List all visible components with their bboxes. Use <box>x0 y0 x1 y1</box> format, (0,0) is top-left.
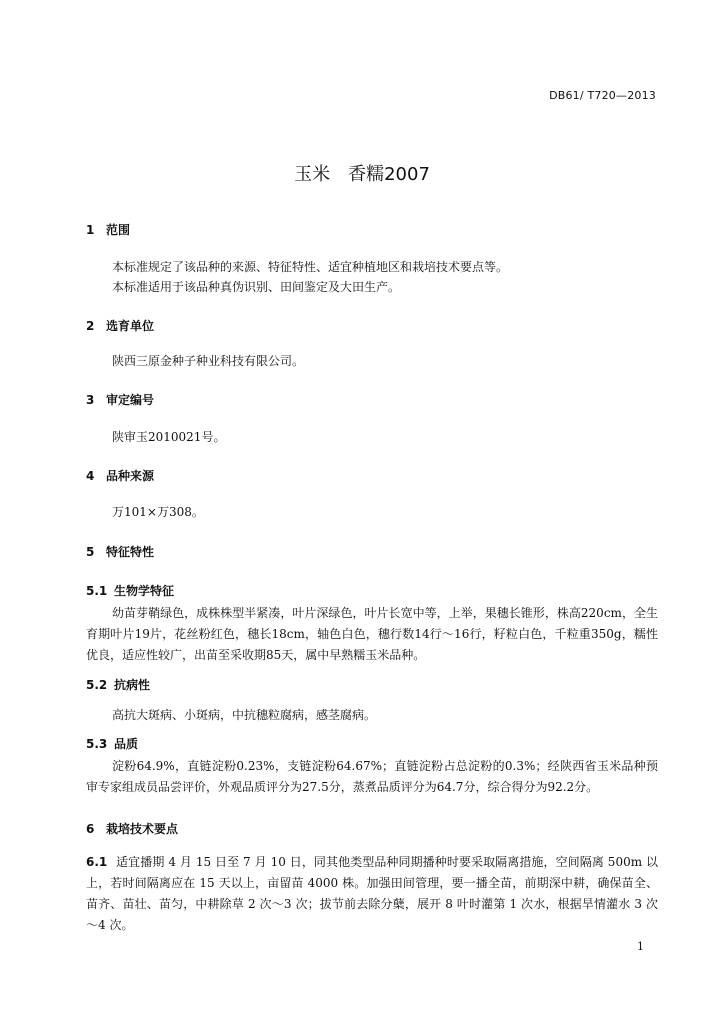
section-5-heading <box>86 543 154 560</box>
section-2-heading <box>86 317 154 334</box>
section-number: 5.3 <box>86 737 108 751</box>
section-6-heading <box>86 820 178 837</box>
section-5-1-text: 幼苗芽鞘绿色，成株株型半紧凑，叶片深绿色，叶片长宽中等，上举，果穗长锥形，株高220cm，全生育期叶片19片，花丝粉红色，穗长18cm，轴色白色，穗行数14行～16行，籽粒白色，千粒重350g，糯性优良，适应性较广，出苗至采收期85天，属中早熟糯玉米品种。 <box>86 606 658 662</box>
section-1-line-2: 本标准适用于该品种真伪识别、田间鉴定及大田生产。 <box>112 280 401 294</box>
section-title: 品质 <box>114 737 139 751</box>
section-number: 1 <box>86 223 95 237</box>
page-number: 1 <box>637 940 644 953</box>
section-6-1-text: 适宜播期 4 月 15 日至 7 月 10 日，同其他类型品种同期播种时要采取隔离措施，空间隔离 500m 以上，若时间隔离应在 15 天以上，亩留苗 4000 株。加强田间管理，要一播全苗，前期深中耕，确保苗全、苗齐、苗壮、苗匀，中耕除草 2 次～3 次；拔节前去除分蘖，展开 8 叶时灌第 1 次水，根据旱情灌水 3 次～4 次。 <box>86 855 658 932</box>
section-number: 6.1 <box>86 855 108 869</box>
section-number: 5.1 <box>86 584 108 598</box>
section-3-text: 陕审玉2010021号。 <box>112 430 226 444</box>
section-4-text: 万101×万308。 <box>112 505 204 519</box>
section-title: 特征特性 <box>106 545 155 559</box>
section-number: 3 <box>86 393 95 407</box>
section-4-heading <box>86 467 154 484</box>
section-number: 5.2 <box>86 678 108 692</box>
section-title: 栽培技术要点 <box>106 822 179 836</box>
section-title: 选育单位 <box>106 319 155 333</box>
section-title: 生物学特征 <box>114 584 175 598</box>
section-6-1-paragraph <box>86 852 658 936</box>
section-2-text: 陕西三原金种子种业科技有限公司。 <box>112 354 305 368</box>
section-5-2-heading <box>86 676 150 693</box>
section-title: 审定编号 <box>106 393 155 407</box>
section-1-heading <box>86 221 130 238</box>
document-code: DB61/ T720—2013 <box>549 89 656 102</box>
section-5-3-text: 淀粉64.9%，直链淀粉0.23%，支链淀粉64.67%；直链淀粉占总淀粉的0.3%；经陕西省玉米品种预审专家组成员品尝评价，外观品质评分为27.5分，蒸煮品质评分为64.7分，综合得分为92.2分。 <box>86 759 658 794</box>
document-title: 玉米 香糯2007 <box>294 164 430 185</box>
section-number: 5 <box>86 545 95 559</box>
section-5-2-text: 高抗大斑病、小斑病，中抗穗粒腐病，感茎腐病。 <box>112 708 377 722</box>
section-title: 范围 <box>106 223 131 237</box>
section-1-line-1: 本标准规定了该品种的来源、特征特性、适宜种植地区和栽培技术要点等。 <box>112 260 509 274</box>
section-title: 抗病性 <box>114 678 151 692</box>
section-5-1-heading <box>86 582 174 599</box>
section-number: 2 <box>86 319 95 333</box>
section-5-3-heading <box>86 735 138 752</box>
section-number: 6 <box>86 822 95 836</box>
section-number: 4 <box>86 469 95 483</box>
section-title: 品种来源 <box>106 469 155 483</box>
section-3-heading <box>86 391 154 408</box>
